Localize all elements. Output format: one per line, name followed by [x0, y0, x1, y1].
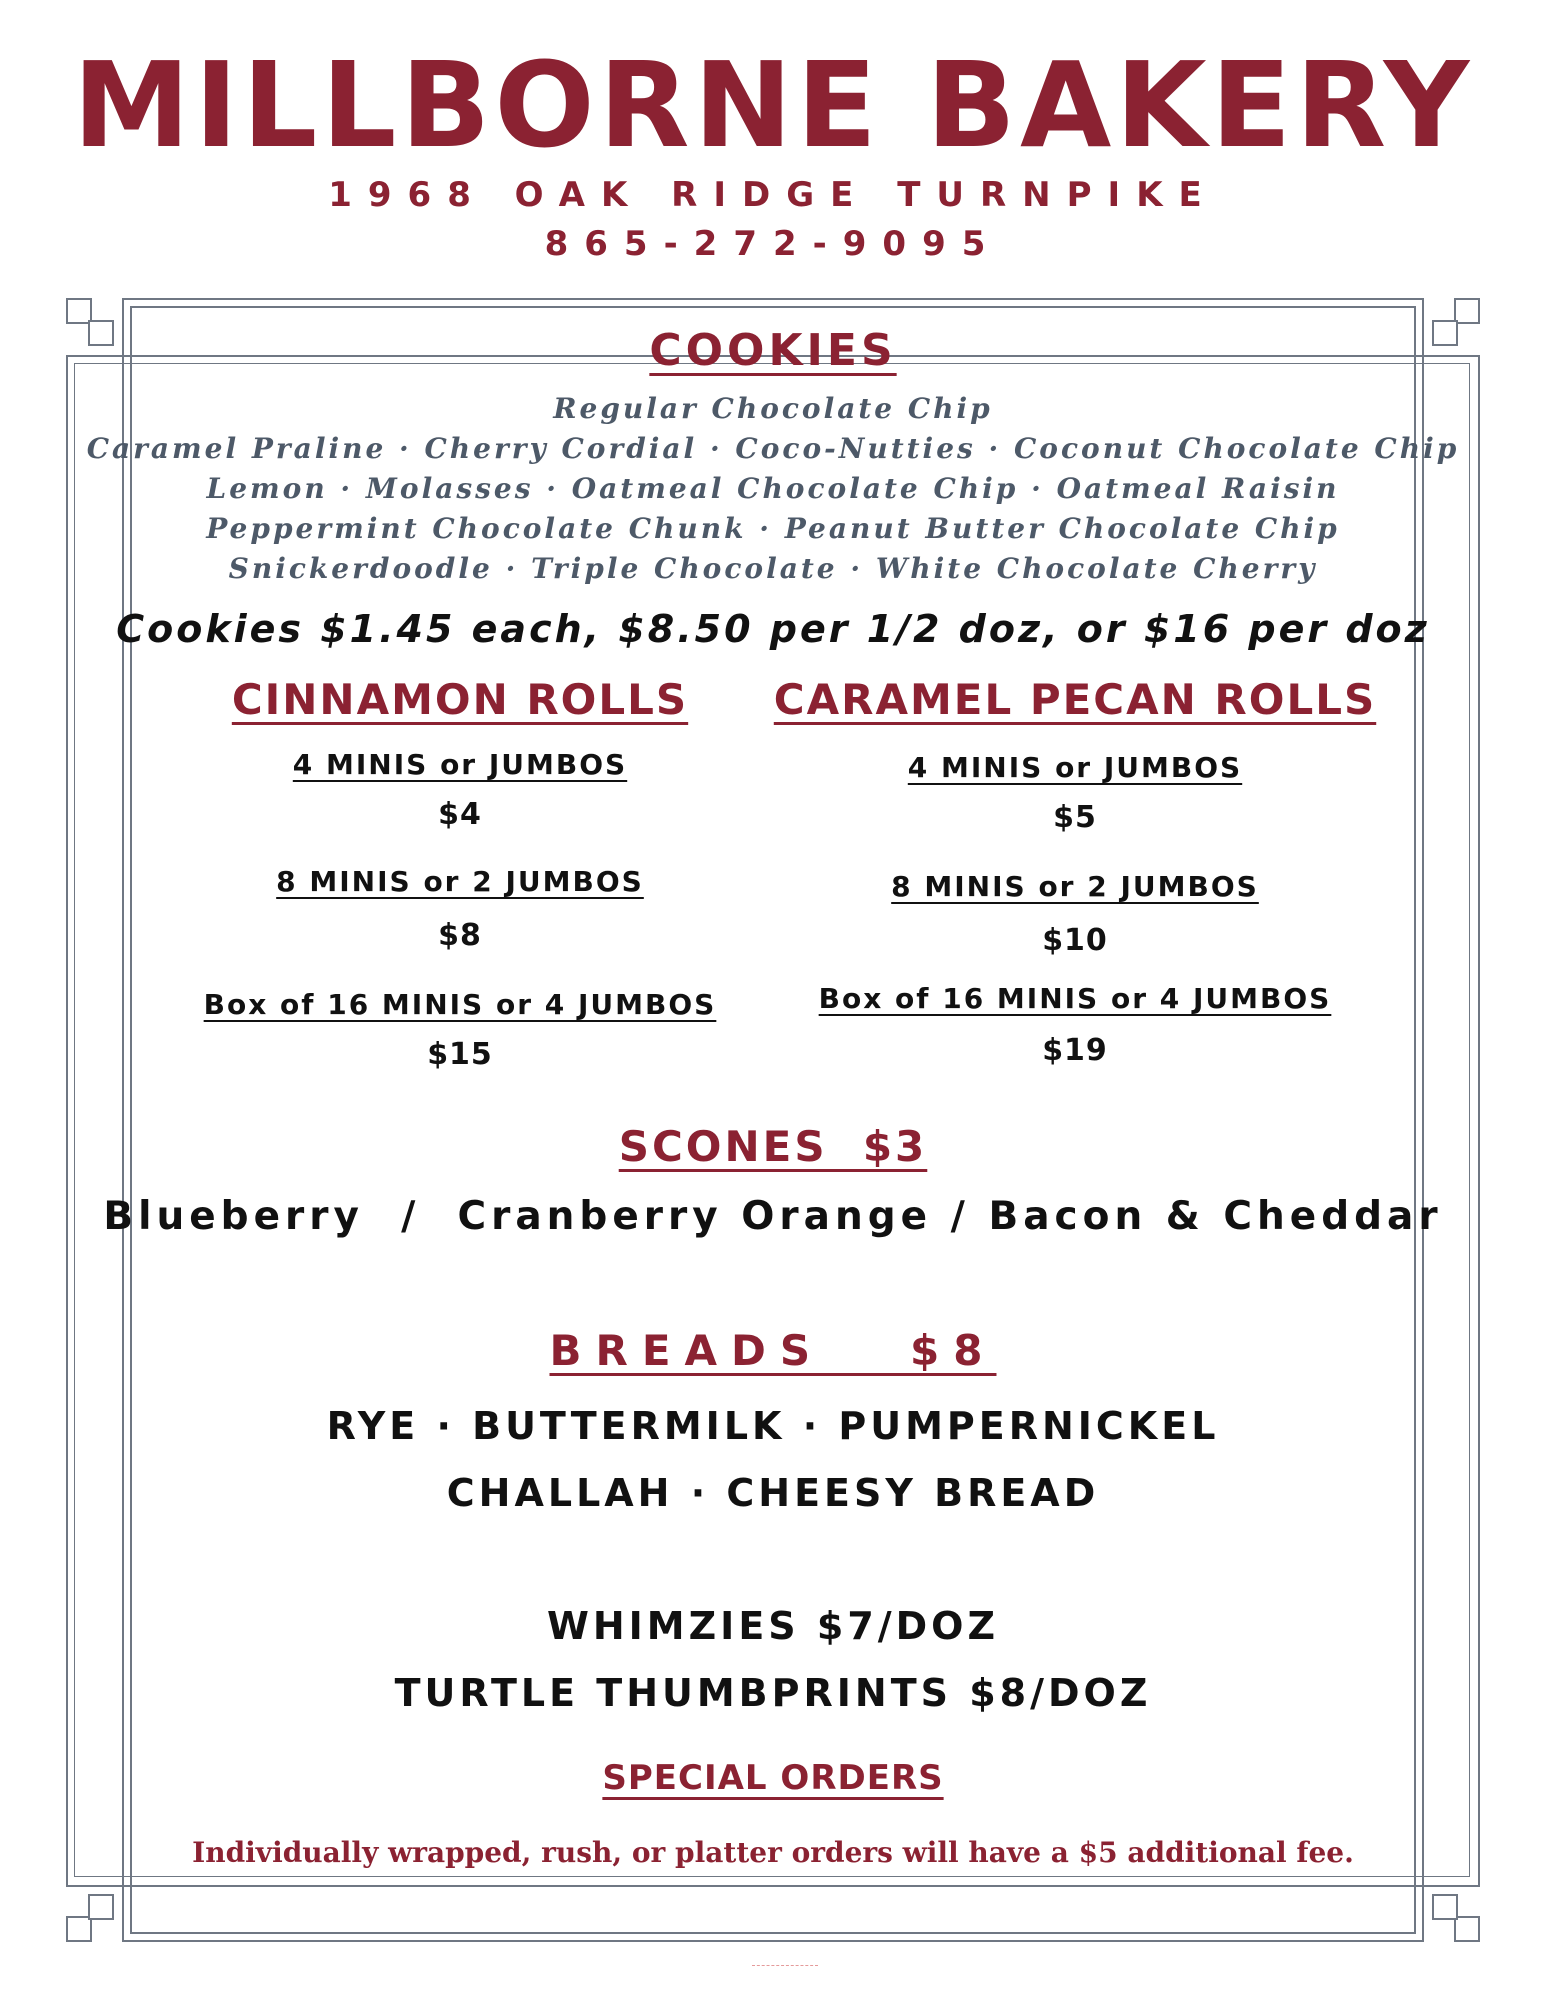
special-orders-heading: SPECIAL ORDERS — [602, 1758, 944, 1798]
caramel-option-label: 4 MINIS or JUMBOS — [907, 751, 1243, 784]
cinnamon-option-price: $4 — [438, 797, 482, 832]
caramel-pecan-rolls-heading: CARAMEL PECAN ROLLS — [773, 675, 1377, 724]
bakery-phone: 865-272-9095 — [544, 224, 1002, 264]
cinnamon-option-label: 8 MINIS or 2 JUMBOS — [276, 865, 644, 898]
cinnamon-option-price: $8 — [438, 918, 482, 953]
caramel-option-price: $10 — [1042, 923, 1108, 958]
bakery-address: 1968 OAK RIDGE TURNPIKE — [328, 175, 1218, 215]
bakery-title: MILLBORNE BAKERY — [72, 36, 1474, 174]
cinnamon-option-label: Box of 16 MINIS or 4 JUMBOS — [203, 988, 717, 1021]
special-orders-note: Individually wrapped, rush, or platter orders will have a $5 additional fee. — [192, 1836, 1354, 1869]
corner-ornament-bottom-right-inner — [1432, 1894, 1458, 1920]
cinnamon-rolls-heading: CINNAMON ROLLS — [231, 675, 689, 724]
cookie-flavors-line: Caramel Praline · Cherry Cordial · Coco-Nutties · Coconut Chocolate Chip — [86, 432, 1460, 465]
caramel-option-price: $19 — [1042, 1033, 1108, 1068]
breads-heading: BREADS $8 — [549, 1326, 997, 1375]
scones-list: Blueberry / Cranberry Orange / Bacon & Cheddar — [103, 1194, 1443, 1239]
footer-divider — [752, 1965, 818, 1966]
caramel-pecan-rolls-section — [760, 675, 1390, 1085]
cookie-flavors-line: Peppermint Chocolate Chunk · Peanut Butter Chocolate Chip — [206, 512, 1340, 545]
caramel-option-label: Box of 16 MINIS or 4 JUMBOS — [818, 982, 1332, 1015]
cookie-flavors-line: Snickerdoodle · Triple Chocolate · White Chocolate Cherry — [228, 552, 1318, 585]
whimzies-item: WHIMZIES $7/DOZ — [546, 1604, 1000, 1648]
frame-inner-sides — [74, 363, 1470, 1877]
cinnamon-rolls-section — [190, 675, 730, 1085]
cookie-flavors-line: Regular Chocolate Chip — [553, 392, 993, 425]
corner-ornament-bottom-left-inner — [88, 1894, 114, 1920]
cookie-prices: Cookies $1.45 each, $8.50 per 1/2 doz, or $16 per doz — [116, 607, 1430, 651]
cinnamon-option-label: 4 MINIS or JUMBOS — [292, 748, 628, 781]
cookies-heading: COOKIES — [649, 325, 897, 376]
scones-heading: SCONES $3 — [618, 1122, 928, 1171]
breads-line: CHALLAH · CHEESY BREAD — [446, 1471, 1100, 1515]
caramel-option-price: $5 — [1053, 800, 1097, 835]
cinnamon-option-price: $15 — [427, 1037, 493, 1072]
caramel-option-label: 8 MINIS or 2 JUMBOS — [891, 870, 1259, 903]
cookie-flavors-line: Lemon · Molasses · Oatmeal Chocolate Chip · Oatmeal Raisin — [206, 472, 1340, 505]
turtle-thumbprints-item: TURTLE THUMBPRINTS $8/DOZ — [394, 1671, 1152, 1715]
breads-line: RYE · BUTTERMILK · PUMPERNICKEL — [326, 1404, 1220, 1448]
